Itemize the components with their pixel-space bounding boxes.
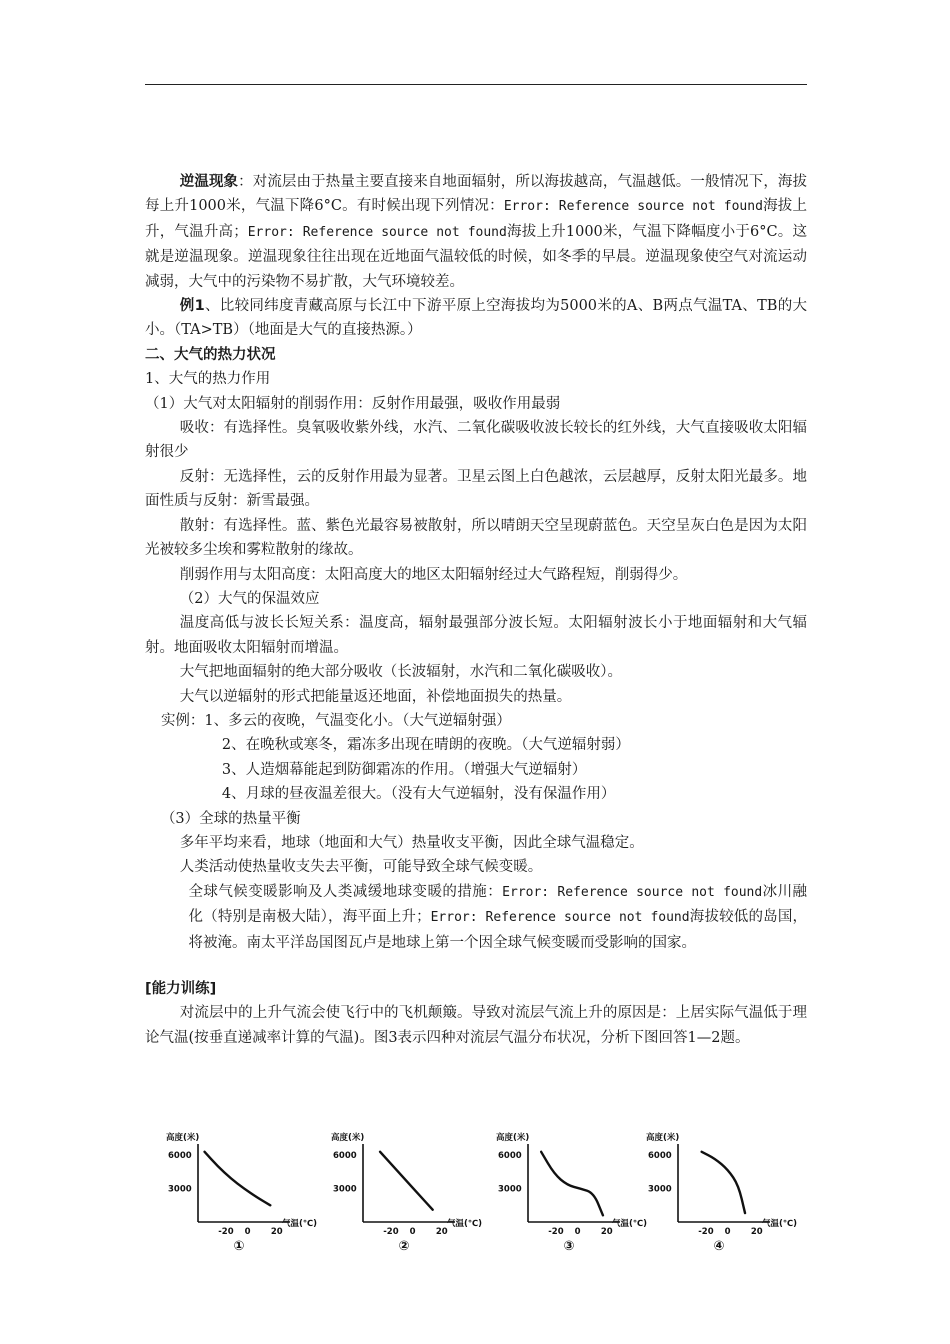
x-tick-label: 0 [724, 1227, 731, 1237]
example-item-3: 3、人造烟幕能起到防御霜冻的作用。（增强大气逆辐射） [221, 761, 587, 778]
y-axis-label: 高度(米) [496, 1133, 530, 1143]
x-tick-label: 0 [244, 1227, 251, 1237]
y-axis-label: 高度(米) [166, 1133, 200, 1143]
x-tick-label: -20 [548, 1227, 564, 1237]
y-tick-label: 6000 [168, 1151, 192, 1162]
chart-4-svg [640, 1130, 798, 1260]
chart-1-svg [160, 1130, 318, 1260]
chart-3 [490, 1130, 648, 1260]
y-tick-label: 3000 [168, 1184, 192, 1195]
absorb-ground-paragraph: 大气把地面辐射的绝大部分吸收（长波辐射，水汽和二氧化碳吸收）。 [179, 664, 623, 681]
subsection-1b: （2）大气的保温效应 [179, 590, 320, 607]
scatter-paragraph: 散射：有选择性。蓝、紫色光最容易被散射，所以晴朗天空呈现蔚蓝色。天空呈灰白色是因为太阳光被较多尘埃和雾粒散射的缘故。 [145, 517, 807, 559]
y-axis-label: 高度(米) [331, 1133, 365, 1143]
y-tick-label: 3000 [498, 1184, 522, 1195]
temperature-profile-charts [160, 1130, 820, 1260]
subsection-1c: （3）全球的热量平衡 [160, 810, 301, 827]
chart-2 [325, 1130, 483, 1260]
series-line [380, 1152, 433, 1210]
warming-paragraph: 全球气候变暖影响及人类减缓地球变暖的措施：Error: Reference source not found冰川融化（特别是南极大陆），海平面上升；Error: Reference source not found海拔较低的岛国，将被淹。南太平洋岛国图瓦卢是地球上第一个因全球气候变暖而受影响的国家。 [188, 883, 808, 951]
absorb-paragraph: 吸收：有选择性。臭氧吸收紫外线，水汽、二氧化碳吸收波长较长的红外线，大气直接吸收太阳辐射很少 [145, 420, 807, 461]
chart-number-label: ② [398, 1239, 410, 1254]
x-tick-label: 20 [435, 1227, 448, 1237]
subsection-1a: （1）大气对太阳辐射的削弱作用：反射作用最强，吸收作用最弱 [145, 395, 561, 412]
header-rule [145, 84, 807, 85]
human-paragraph: 人类活动使热量收支失去平衡，可能导致全球气候变暖。 [179, 859, 543, 876]
x-tick-label: -20 [218, 1227, 234, 1237]
x-tick-label: -20 [698, 1227, 714, 1237]
x-axis-label: 气温(℃) [282, 1219, 318, 1229]
example-1: 例1、比较同纬度青藏高原与长江中下游平原上空海拔均为5000米的A、B两点气温TA、TB的大小。（TA>TB）（地面是大气的直接热源。） [145, 298, 807, 339]
example-item-4: 4、月球的昼夜温差很大。（没有大气逆辐射，没有保温作用） [221, 786, 616, 803]
series-line [205, 1152, 271, 1205]
chart-2-svg [325, 1130, 483, 1260]
counter-radiation-paragraph: 大气以逆辐射的形式把能量返还地面，补偿地面损失的热量。 [179, 688, 572, 705]
example-item-2: 2、在晚秋或寒冬，霜冻多出现在晴朗的夜晚。（大气逆辐射弱） [221, 737, 630, 754]
training-heading: [能力训练] [145, 981, 217, 997]
balance-paragraph: 多年平均来看，地球（地面和大气）热量收支平衡，因此全球气温稳定。 [179, 834, 644, 851]
y-tick-label: 6000 [498, 1151, 522, 1162]
x-tick-label: 20 [270, 1227, 283, 1237]
training-paragraph: 对流层中的上升气流会使飞行中的飞机颠簸。导致对流层气流上升的原因是：上居实际气温低于理论气温(按垂直递减率计算的气温)。图3表示四种对流层气温分布状况，分析下图回答1—2题。 [145, 1005, 807, 1046]
y-axis-label: 高度(米) [646, 1133, 680, 1143]
chart-3-svg [490, 1130, 648, 1260]
chart-1 [160, 1130, 318, 1260]
chart-4 [640, 1130, 798, 1260]
series-line [702, 1152, 745, 1213]
document-body [145, 170, 807, 1050]
x-axis-label: 气温(℃) [447, 1219, 483, 1229]
chart-number-label: ① [233, 1239, 245, 1254]
y-tick-label: 3000 [648, 1184, 672, 1195]
temp-paragraph: 温度高低与波长长短关系：温度高，辐射最强部分波长短。太阳辐射波长小于地面辐射和大气辐射。地面吸收太阳辐射而增温。 [145, 615, 807, 656]
x-tick-label: 20 [750, 1227, 763, 1237]
section-heading: 二、大气的热力状况 [145, 346, 276, 363]
subsection-1: 1、大气的热力作用 [145, 371, 271, 388]
inversion-paragraph: 逆温现象：对流层由于热量主要直接来自地面辐射，所以海拔越高，气温越低。一般情况下，海拔每上升1000米，气温下降6°C。有时候出现下列情况：Error: Reference source not found海拔上升，气温升高；Error: Reference source not found海拔上升1000米，气温下降幅度小于6°C。这就是逆温现象。逆温现象往往出现在近地面气温较低的时候，如冬季的早晨。逆温现象使空气对流运动减弱，大气中的污染物不易扩散，大气环境较差。 [145, 174, 808, 290]
x-axis-label: 气温(℃) [612, 1219, 648, 1229]
y-tick-label: 3000 [333, 1184, 357, 1195]
x-tick-label: 0 [574, 1227, 581, 1237]
y-tick-label: 6000 [648, 1151, 672, 1162]
series-line [541, 1152, 603, 1216]
example-item-1: 实例：1、多云的夜晚，气温变化小。（大气逆辐射强） [160, 712, 511, 729]
inversion-title: 逆温现象 [179, 174, 239, 190]
y-tick-label: 6000 [333, 1151, 357, 1162]
weaken-paragraph: 削弱作用与太阳高度：太阳高度大的地区太阳辐射经过大气路程短，削弱得少。 [179, 566, 688, 583]
chart-number-label: ③ [563, 1239, 575, 1254]
reflect-paragraph: 反射：无选择性，云的反射作用最为显著。卫星云图上白色越浓，云层越厚，反射太阳光最多。地面性质与反射：新雪最强。 [145, 468, 807, 510]
x-tick-label: 20 [600, 1227, 613, 1237]
x-tick-label: 0 [409, 1227, 416, 1237]
x-axis-label: 气温(℃) [762, 1219, 798, 1229]
x-tick-label: -20 [383, 1227, 399, 1237]
chart-number-label: ④ [713, 1239, 725, 1254]
